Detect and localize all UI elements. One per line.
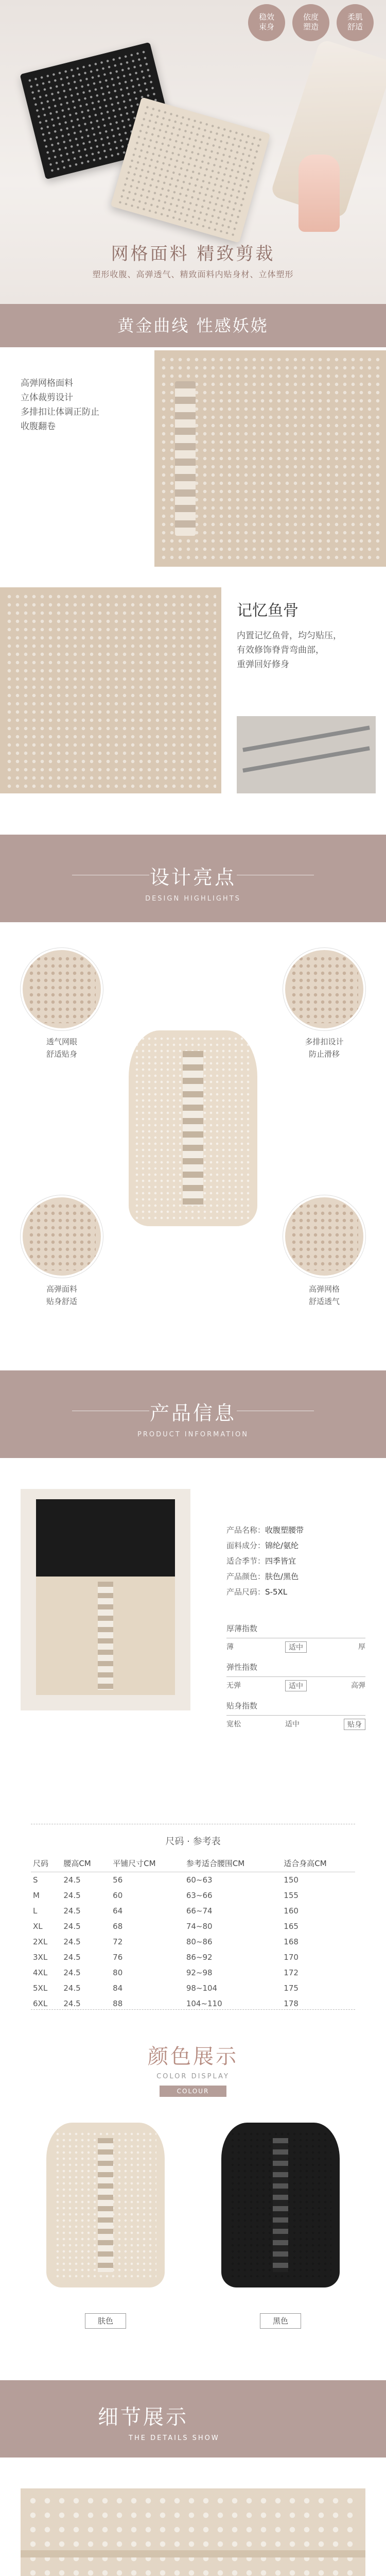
details-header: 细节展示 THE DETAILS SHOW — [0, 2380, 386, 2458]
size-chart-cell: 24.5 — [63, 1875, 81, 1885]
size-chart-cell: 168 — [284, 1937, 299, 1946]
perfume-bottle-decor — [299, 155, 340, 232]
size-chart-cell: 175 — [284, 1984, 299, 1993]
size-chart-cell: 84 — [113, 1984, 123, 1993]
size-chart-cell: 80~86 — [186, 1937, 213, 1946]
size-chart-cell: 72 — [113, 1937, 123, 1946]
size-chart-cell: 160 — [284, 1906, 299, 1916]
hero-subtitle: 塑形收腹、高弹透气、精致面料内贴身材、立体塑形 — [92, 269, 294, 279]
size-chart-cell: 150 — [284, 1875, 299, 1885]
color-tag-black: 黑色 — [260, 2313, 301, 2329]
size-chart-cell: 76 — [113, 1953, 123, 1962]
size-chart-cell: 24.5 — [63, 1984, 81, 1993]
size-chart-cell: 80 — [113, 1968, 123, 1977]
highlight-elastic-label: 高弹面料 贴身舒适 — [46, 1284, 77, 1306]
size-chart-cell: 24.5 — [63, 1891, 81, 1900]
size-chart-row — [31, 1888, 355, 1903]
hero-title: 网格面料 精致剪裁 — [111, 244, 275, 264]
size-chart-cell: 104~110 — [186, 1999, 222, 2008]
size-chart-cell: 155 — [284, 1891, 299, 1900]
size-chart-title: 尺码 · 参考表 — [165, 1836, 221, 1847]
size-chart-row — [31, 1950, 355, 1965]
size-chart-cell: S — [33, 1875, 38, 1885]
size-chart-row — [31, 1980, 355, 1996]
highlight-hooks-image — [283, 948, 365, 1030]
size-chart-cell: 98~104 — [186, 1984, 218, 1993]
size-chart-cell: 66~74 — [186, 1906, 213, 1916]
size-chart-cell: 86~92 — [186, 1953, 213, 1962]
size-chart-cell: 6XL — [33, 1999, 48, 2008]
size-chart-cell: 24.5 — [63, 1922, 81, 1931]
steel-bone-photo — [237, 716, 376, 793]
size-chart-cell: 24.5 — [63, 1906, 81, 1916]
size-chart-cell: 24.5 — [63, 1937, 81, 1946]
size-chart-cell: 92~98 — [186, 1968, 213, 1977]
size-chart-cell: 170 — [284, 1953, 299, 1962]
attr-color: 产品颜色：肤色/黑色 — [226, 1572, 299, 1581]
size-chart-cell: 24.5 — [63, 1968, 81, 1977]
feature-badges — [248, 4, 374, 41]
attr-name: 产品名称：收腹塑腰带 — [226, 1526, 304, 1535]
center-garment-image — [129, 1030, 257, 1226]
color-tag-beige: 肤色 — [85, 2313, 126, 2329]
attr-size: 产品尺码：S-5XL — [226, 1587, 288, 1597]
size-chart-cell: 4XL — [33, 1968, 48, 1977]
color-beige-image — [46, 2123, 165, 2287]
size-chart-cell: 88 — [113, 1999, 123, 2008]
product-info-header: 产品信息 PRODUCT INFORMATION — [0, 1370, 386, 1458]
detail-edge-image — [21, 2488, 365, 2576]
fit-index: 贴身指数 宽松 适中 贴身 — [226, 1700, 365, 1730]
size-chart-cell: 68 — [113, 1922, 123, 1931]
size-chart-row — [31, 1965, 355, 1980]
attr-material: 面料成分：锦纶/氨纶 — [226, 1541, 299, 1550]
badge-shaping: 稳效 束身 — [248, 4, 285, 41]
golden-curve-banner: 黄金曲线 性感妖娆 — [0, 304, 386, 347]
product-info-photo — [21, 1489, 190, 1710]
size-chart-cell: 24.5 — [63, 1999, 81, 2008]
size-chart-cell: 2XL — [33, 1937, 48, 1946]
attr-season: 适合季节：四季皆宜 — [226, 1556, 296, 1566]
product-attributes — [226, 1522, 304, 1600]
highlight-mesh-label: 高弹网格 舒适透气 — [308, 1284, 340, 1306]
highlight-breathable-image — [21, 948, 103, 1030]
size-chart-cell: 24.5 — [63, 1953, 81, 1962]
highlight-breathable-label: 透气网眼 舒适贴身 — [46, 1037, 77, 1059]
size-chart-cell: 74~80 — [186, 1922, 213, 1931]
size-chart-cell: 56 — [113, 1875, 123, 1885]
size-chart-cell: 63~66 — [186, 1891, 213, 1900]
size-chart-header-row: 尺码 腰高CM 平铺尺寸CM 参考适合腰围CM 适合身高CM — [31, 1855, 355, 1872]
design-highlights-header: 设计亮点 DESIGN HIGHLIGHTS — [0, 835, 386, 922]
size-chart-cell: 64 — [113, 1906, 123, 1916]
size-chart-cell: 165 — [284, 1922, 299, 1931]
size-chart-row — [31, 1872, 355, 1888]
size-chart-cell: 60 — [113, 1891, 123, 1900]
feature-mesh-photo — [154, 350, 386, 567]
elasticity-index: 弹性指数 无弹 适中 高弹 — [226, 1663, 365, 1690]
badge-comfort: 柔肌 舒适 — [337, 4, 374, 41]
size-chart-cell: 172 — [284, 1968, 299, 1977]
badge-fit: 依度 塑造 — [292, 4, 329, 41]
size-chart-cell: 178 — [284, 1999, 299, 2008]
size-chart-cell: M — [33, 1891, 40, 1900]
size-chart-cell: 5XL — [33, 1984, 48, 1993]
highlight-hooks-label: 多排扣设计 防止滑移 — [305, 1037, 344, 1059]
hero-banner — [0, 0, 386, 304]
size-chart-row — [31, 1903, 355, 1919]
thickness-index: 厚薄指数 薄 适中 厚 — [226, 1624, 365, 1652]
size-chart-cell: 60~63 — [186, 1875, 213, 1885]
feature-boning-text: 记忆鱼骨 内置记忆鱼骨，均匀贴压， 有效修饰脊背弯曲部， 重弹回好修身 — [237, 602, 342, 670]
size-chart-row — [31, 1919, 355, 1934]
size-chart-cell: L — [33, 1906, 38, 1916]
size-chart-cell: XL — [33, 1922, 43, 1931]
feature-mesh-text: 高弹网格面料 立体裁剪设计 多排扣让体调正防止 收腹翻卷 — [21, 378, 99, 432]
color-display-header: 颜色展示 COLOR DISPLAY COLOUR — [0, 2040, 386, 2097]
highlight-elastic-image — [21, 1195, 103, 1278]
feature-boning-photo — [0, 587, 221, 793]
size-chart-cell: 3XL — [33, 1953, 48, 1962]
color-black-image — [221, 2123, 340, 2287]
size-chart-table — [31, 1855, 355, 2011]
size-chart-row — [31, 1934, 355, 1950]
highlight-mesh-image — [283, 1195, 365, 1278]
divider — [31, 2009, 355, 2010]
